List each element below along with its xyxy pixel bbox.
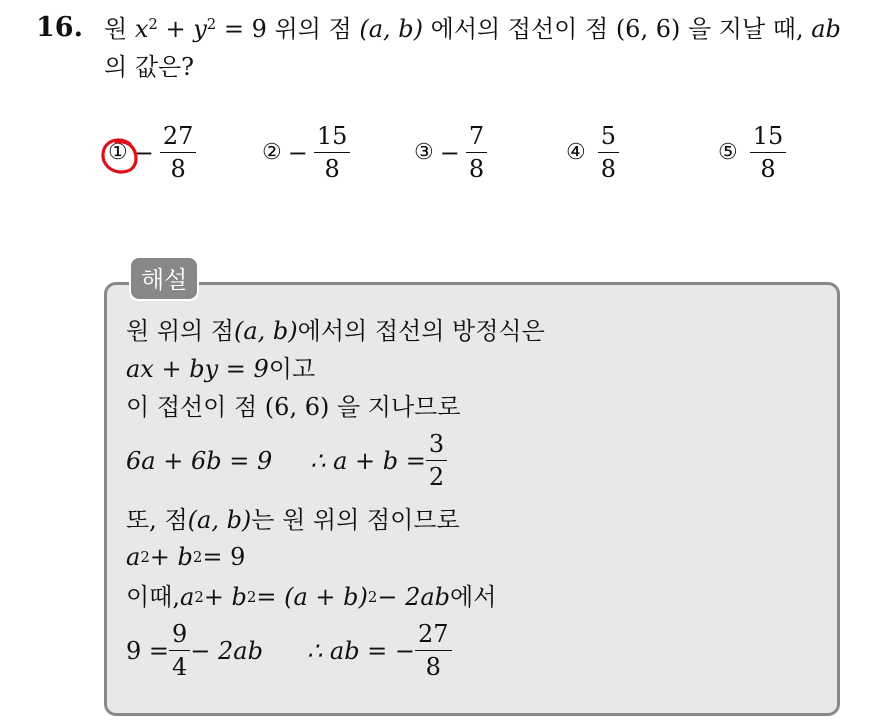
choice-marker: ④ (566, 140, 586, 165)
choice-marker: ③ (414, 140, 434, 165)
choice-fraction: $\frac{15}{8}$ (314, 124, 351, 181)
solution-fraction: $\frac{9}{4}$ (169, 622, 190, 679)
solution-fraction: $\frac{27}{8}$ (415, 622, 452, 679)
solution-line-4: 6a + 6b = 9 ∴ a + b = $\frac{3}{2}$ (126, 432, 447, 489)
choice-marker: ② (262, 140, 282, 165)
solution-line-6: a 2 + b 2 = 9 (126, 543, 246, 571)
solution-line-5: 또, 점 (a, b) 는 원 위의 점이므로 (126, 506, 460, 534)
question-text-line2: 의 값은? (104, 53, 195, 81)
choice-fraction: $\frac{27}{8}$ (160, 124, 197, 181)
solution-label: 해설 (129, 256, 199, 301)
solution-line-1: 원 위의 점 (a, b) 에서의 접선의 방정식은 (126, 317, 545, 345)
solution-line-3: 이 접선이 점 (6, 6) 을 지나므로 (126, 393, 461, 421)
choice-4[interactable] (566, 124, 619, 181)
solution-line-7: 이때, a 2 + b 2 = (a + b) 2 − 2ab 에서 (126, 583, 497, 611)
choice-fraction: $\frac{7}{8}$ (466, 124, 487, 181)
choice-5[interactable] (718, 124, 786, 181)
choice-2[interactable]: ② − $\frac{15}{8}$ (262, 124, 350, 181)
solution-line-8: 9 = $\frac{9}{4}$ − 2ab ∴ ab = − $\frac{27}{8}$ (126, 622, 452, 679)
choice-3[interactable]: ③ − $\frac{7}{8}$ (414, 124, 487, 181)
choice-1[interactable]: ① − $\frac{27}{8}$ (108, 124, 196, 181)
choice-marker: ⑤ (718, 140, 738, 165)
solution-fraction: $\frac{3}{2}$ (426, 432, 447, 489)
question-text-line1: 원 $x^2 + y^2 = 9$ 위의 점 (a, b) 에서의 접선이 점 (6, 6) 을 지날 때, ab (104, 14, 841, 43)
question-number: 16. (36, 12, 83, 43)
answer-circle-mark (100, 136, 140, 176)
choice-fraction: $\frac{5}{8}$ (598, 124, 619, 181)
choice-fraction: $\frac{15}{8}$ (750, 124, 787, 181)
choice-marker: ① (108, 140, 128, 165)
solution-line-2: ax + by = 9 이고 (126, 355, 316, 383)
